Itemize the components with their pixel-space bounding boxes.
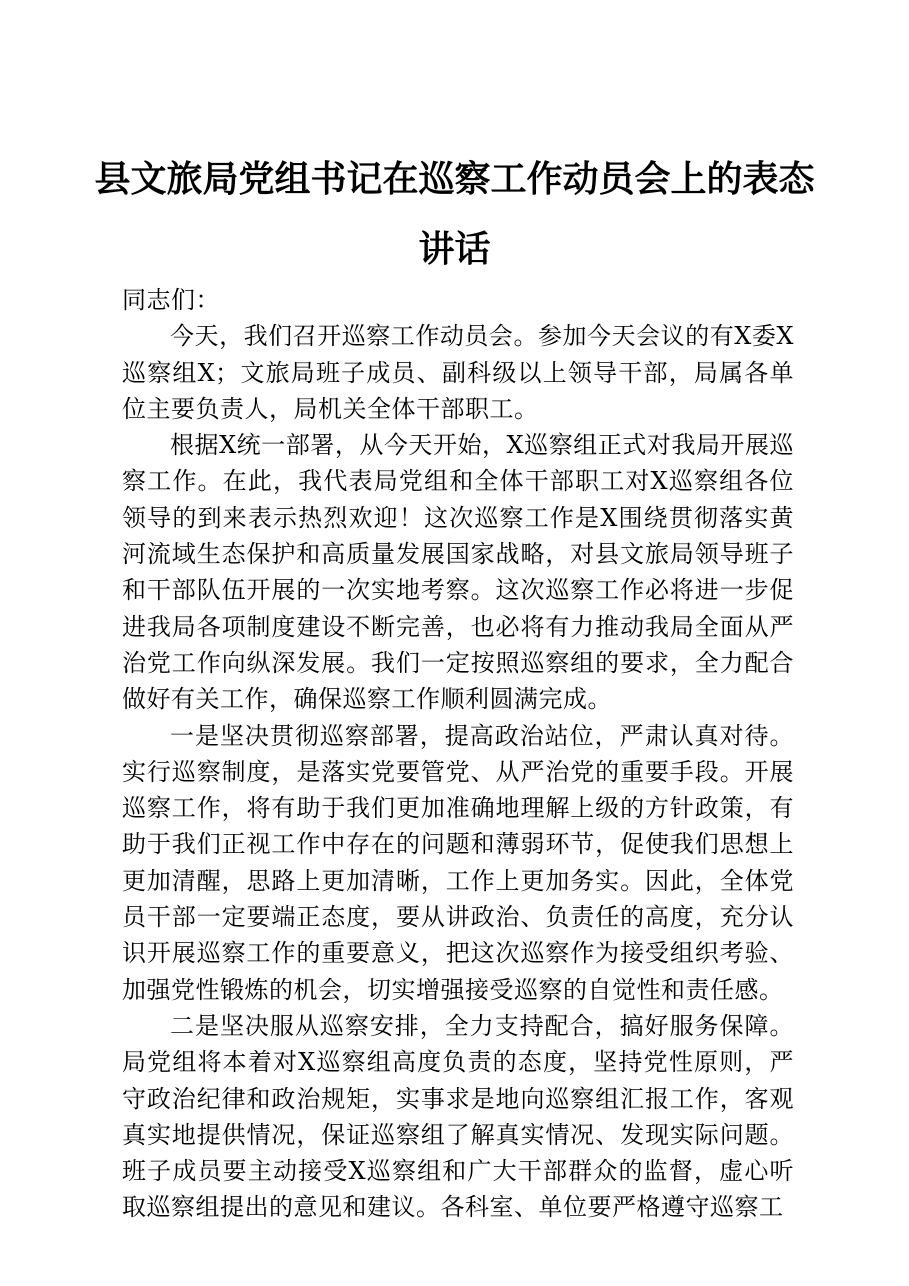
paragraph-background: 根据X统一部署，从今天开始，X巡察组正式对我局开展巡察工作。在此，我代表局党组和全体干部职工对X巡察组各位领导的到来表示热烈欢迎！这次巡察工作是X围绕贯彻落实黄河流域生态保护和高质量发展国家战略，对县文旅局领导班子和干部队伍开展的一次实地考察。这次巡察工作必将进一步促进我局各项制度建设不断完善，也必将有力推动我局全面从严治党工作向纵深发展。我们一定按照巡察组的要求，全力配合做好有关工作，确保巡察工作顺利圆满完成。 bbox=[122, 431, 794, 714]
document-body bbox=[122, 282, 794, 1226]
paragraph-opening: 今天，我们召开巡察工作动员会。参加今天会议的有X委X巡察组X；文旅局班子成员、副科级以上领导干部，局属各单位主要负责人，局机关全体干部职工。 bbox=[122, 322, 794, 423]
paragraph-point-two: 二是坚决服从巡察安排，全力支持配合，搞好服务保障。局党组将本着对X巡察组高度负责的态度，坚持党性原则，严守政治纪律和政治规矩，实事求是地向巡察组汇报工作，客观真实地提供情况，保证巡察组了解真实情况、发现实际问题。班子成员要主动接受X巡察组和广大干部群众的监督，虚心听取巡察组提出的意见和建议。各科室、单位要严格遵守巡察工 bbox=[122, 1011, 794, 1222]
greeting: 同志们： bbox=[122, 286, 220, 314]
document-title-line-2: 讲话 bbox=[418, 228, 491, 270]
document-title-line-1: 县文旅局党组书记在巡察工作动员会上的表态 bbox=[94, 158, 815, 200]
paragraph-point-one: 一是坚决贯彻巡察部署，提高政治站位，严肃认真对待。实行巡察制度，是落实党要管党、从严治党的重要手段。开展巡察工作，将有助于我们更加准确地理解上级的方针政策，有助于我们正视工作中存在的问题和薄弱环节，促使我们思想上更加清醒，思路上更加清晰，工作上更加务实。因此，全体党员干部一定要端正态度，要从讲政治、负责任的高度，充分认识开展巡察工作的重要意义，把这次巡察作为接受组织考验、加强党性锻炼的机会，切实增强接受巡察的自觉性和责任感。 bbox=[122, 721, 794, 1004]
